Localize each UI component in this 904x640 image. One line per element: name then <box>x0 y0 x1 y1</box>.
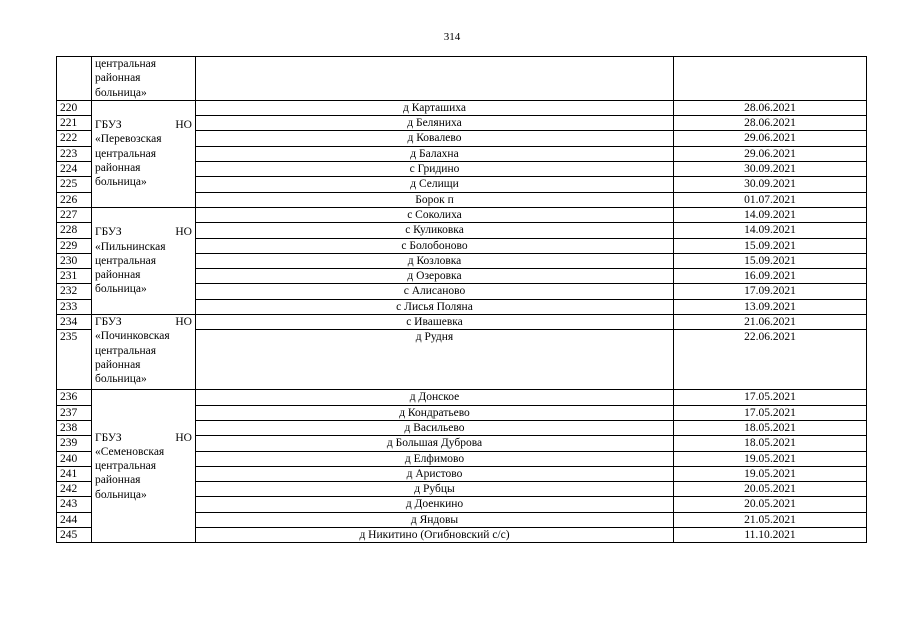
table-row <box>57 207 867 222</box>
date: 15.09.2021 <box>674 238 867 253</box>
organization-line <box>95 431 192 445</box>
locality: с Лисья Поляна <box>196 299 674 314</box>
date: 17.09.2021 <box>674 284 867 299</box>
date: 30.09.2021 <box>674 162 867 177</box>
locality: Борок п <box>196 192 674 207</box>
locality: д Озеровка <box>196 269 674 284</box>
locality: с Гридино <box>196 162 674 177</box>
row-number: 230 <box>57 253 92 268</box>
organization-word: НО <box>175 119 192 132</box>
date-cell <box>674 57 867 101</box>
locality: с Ивашевка <box>196 315 674 330</box>
date: 18.05.2021 <box>674 420 867 435</box>
organization-cell <box>92 315 196 390</box>
date: 17.05.2021 <box>674 390 867 405</box>
date: 20.05.2021 <box>674 482 867 497</box>
row-number: 226 <box>57 192 92 207</box>
date: 15.09.2021 <box>674 253 867 268</box>
date: 19.05.2021 <box>674 451 867 466</box>
organization-word: ГБУЗ <box>95 316 122 329</box>
organization-line: районная <box>95 358 141 371</box>
row-number: 220 <box>57 100 92 115</box>
locality: д Большая Дуброва <box>196 436 674 451</box>
date: 28.06.2021 <box>674 116 867 131</box>
locality: д Рубцы <box>196 482 674 497</box>
organization-line: центральная <box>95 344 157 357</box>
date: 01.07.2021 <box>674 192 867 207</box>
organization-cell <box>92 100 196 207</box>
date: 11.10.2021 <box>674 528 867 543</box>
locality: д Балахна <box>196 146 674 161</box>
row-number: 245 <box>57 528 92 543</box>
row-number: 237 <box>57 405 92 420</box>
table-row <box>57 390 867 405</box>
row-number: 227 <box>57 207 92 222</box>
organization-line <box>95 118 192 132</box>
row-number: 222 <box>57 131 92 146</box>
organization-cell <box>92 57 196 101</box>
locality: д Беляниха <box>196 116 674 131</box>
date: 19.05.2021 <box>674 466 867 481</box>
locality: д Козловка <box>196 253 674 268</box>
row-number: 221 <box>57 116 92 131</box>
organization-line: больница» <box>95 176 147 189</box>
organization-word: НО <box>175 431 192 444</box>
date: 14.09.2021 <box>674 223 867 238</box>
organization-line: центральная <box>95 254 157 267</box>
row-number: 238 <box>57 420 92 435</box>
organization-line: больница» <box>95 283 147 296</box>
organization-line: районная <box>95 162 141 175</box>
organization-line: больница» <box>95 488 147 501</box>
date: 17.05.2021 <box>674 405 867 420</box>
row-number: 228 <box>57 223 92 238</box>
locality: д Яндовы <box>196 512 674 527</box>
organization-line: районная <box>95 269 141 282</box>
date: 29.06.2021 <box>674 131 867 146</box>
organization-line: центральная <box>95 460 157 473</box>
locality: д Никитино (Огибновский с/с) <box>196 528 674 543</box>
table-row <box>57 100 867 115</box>
date: 22.06.2021 <box>674 330 867 390</box>
organization-line: больница» <box>95 373 147 386</box>
table-row <box>57 315 867 330</box>
row-number: 235 <box>57 330 92 390</box>
organization-line: «Семеновская <box>95 445 165 458</box>
date: 28.06.2021 <box>674 100 867 115</box>
organization-line <box>95 315 192 329</box>
continuation-row <box>57 57 867 101</box>
date: 20.05.2021 <box>674 497 867 512</box>
locality: д Ковалево <box>196 131 674 146</box>
organization-cell <box>92 207 196 314</box>
organization-line: «Перевозская <box>95 133 162 146</box>
locality-cell <box>196 57 674 101</box>
date: 16.09.2021 <box>674 269 867 284</box>
date: 29.06.2021 <box>674 146 867 161</box>
row-number: 239 <box>57 436 92 451</box>
locality: д Доенкино <box>196 497 674 512</box>
organization-word: НО <box>175 226 192 239</box>
organization-word: ГБУЗ <box>95 226 122 239</box>
locality: с Алисаново <box>196 284 674 299</box>
date: 21.05.2021 <box>674 512 867 527</box>
row-number: 240 <box>57 451 92 466</box>
organization-word: ГБУЗ <box>95 119 122 132</box>
date: 13.09.2021 <box>674 299 867 314</box>
locality: д Аристово <box>196 466 674 481</box>
row-number: 243 <box>57 497 92 512</box>
organization-line: центральная <box>95 147 157 160</box>
organization-word: НО <box>175 316 192 329</box>
row-number: 232 <box>57 284 92 299</box>
row-number: 233 <box>57 299 92 314</box>
organization-line: «Починковская <box>95 330 170 343</box>
row-number: 244 <box>57 512 92 527</box>
row-number: 224 <box>57 162 92 177</box>
date: 21.06.2021 <box>674 315 867 330</box>
date: 14.09.2021 <box>674 207 867 222</box>
organization-line: районная <box>95 474 141 487</box>
page-number: 314 <box>443 31 461 43</box>
row-number-cell <box>57 57 92 101</box>
locality: с Куликовка <box>196 223 674 238</box>
organization-line: больница» <box>95 86 147 99</box>
row-number: 242 <box>57 482 92 497</box>
locality: д Донское <box>196 390 674 405</box>
locality: д Карташиха <box>196 100 674 115</box>
date: 18.05.2021 <box>674 436 867 451</box>
organization-line <box>95 225 192 239</box>
organization-cell <box>92 390 196 543</box>
vaccination-schedule-table <box>56 56 867 543</box>
row-number: 236 <box>57 390 92 405</box>
row-number: 229 <box>57 238 92 253</box>
date: 30.09.2021 <box>674 177 867 192</box>
organization-line: «Пильнинская <box>95 240 166 253</box>
locality: с Соколиха <box>196 207 674 222</box>
locality: д Кондратьево <box>196 405 674 420</box>
locality: д Селищи <box>196 177 674 192</box>
locality: д Рудня <box>196 330 674 390</box>
row-number: 234 <box>57 315 92 330</box>
row-number: 223 <box>57 146 92 161</box>
organization-line: центральная <box>95 58 157 70</box>
locality: д Васильево <box>196 420 674 435</box>
locality: с Болобоново <box>196 238 674 253</box>
row-number: 231 <box>57 269 92 284</box>
organization-line: районная <box>95 72 141 85</box>
organization-word: ГБУЗ <box>95 431 122 444</box>
locality: д Елфимово <box>196 451 674 466</box>
row-number: 241 <box>57 466 92 481</box>
row-number: 225 <box>57 177 92 192</box>
